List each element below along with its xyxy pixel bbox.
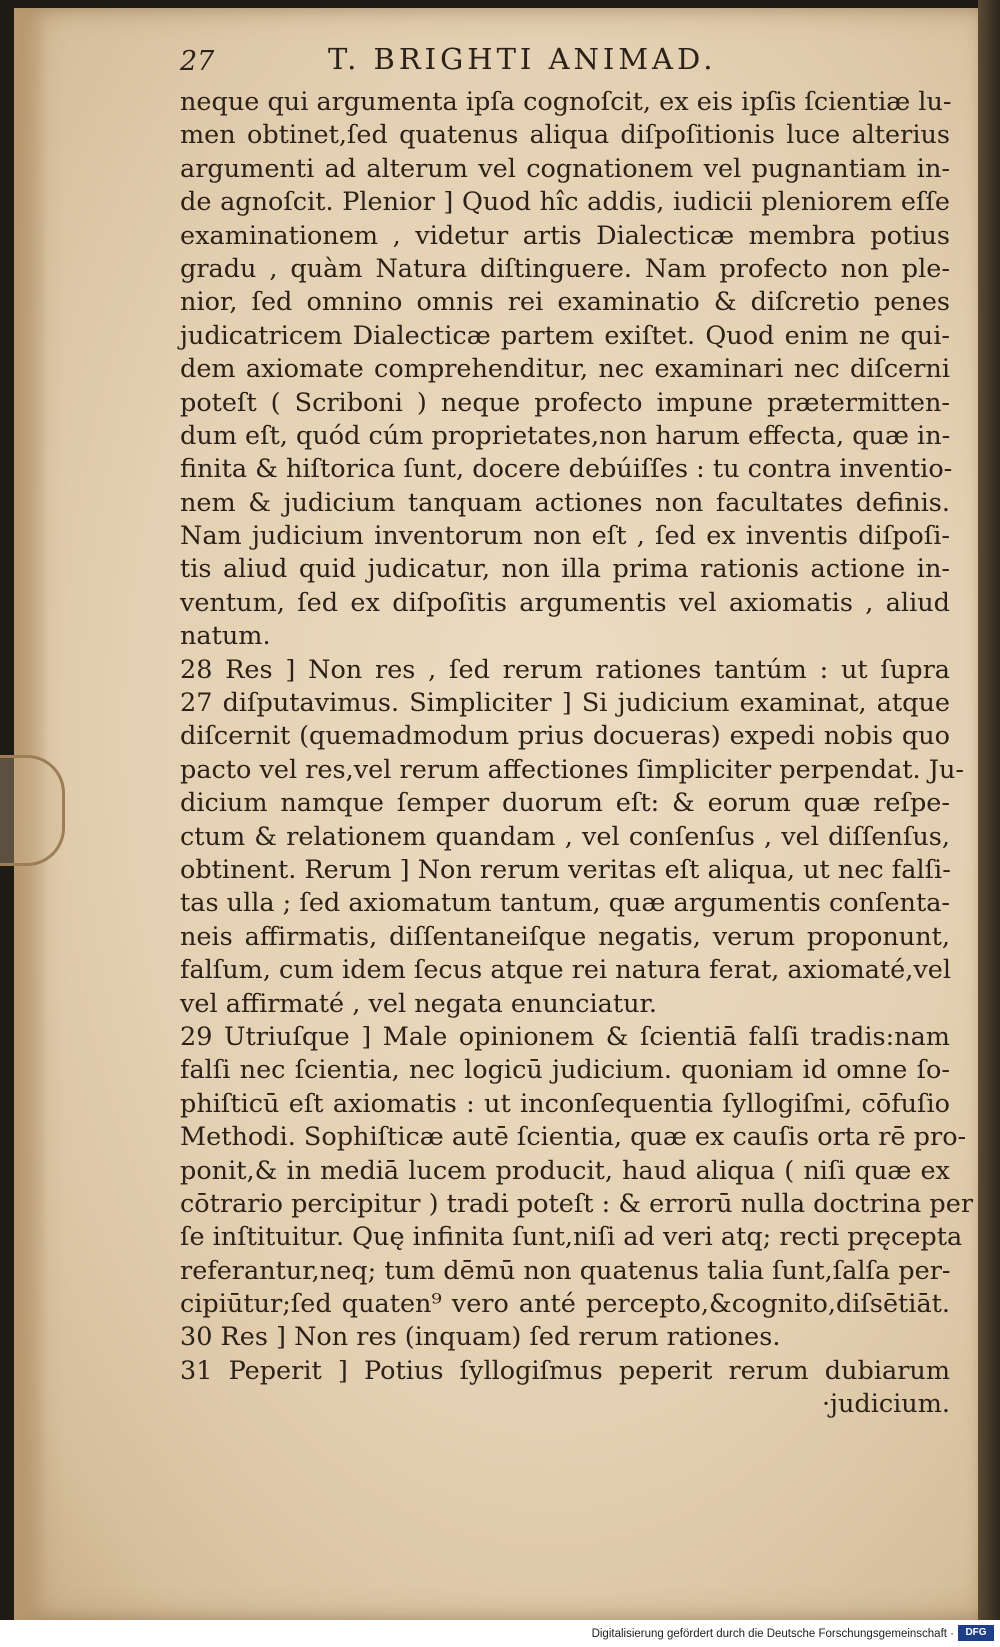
text-line: nem & judicium tanquam actiones non facultates definis. <box>180 487 950 518</box>
text-line: pacto vel res,vel rerum affectiones ſimpliciter perpendat. Ju- <box>180 754 965 785</box>
text-line: argumenti ad alterum vel cognationem vel pugnantiam in- <box>180 153 950 184</box>
page-number: 27 <box>180 46 215 77</box>
text-line: dicium namque ſemper duorum eſt: & eorum quæ reſpe- <box>180 788 950 819</box>
text-line: nior, ſed omnino omnis rei examinatio & diſcretio penes <box>180 287 950 318</box>
text-line: men obtinet,ſed quatenus aliqua diſpoſitionis luce alterius <box>180 120 950 151</box>
text-line: neis affirmatis, diſſentaneiſque negatis, verum proponunt, <box>180 921 950 952</box>
text-line: cipiūtur;ſed quaten⁹ vero anté percepto,&cognito,diſsētiāt. <box>180 1289 950 1320</box>
text-line: Nam judicium inventorum non eſt , ſed ex inventis diſpoſi- <box>180 521 950 552</box>
text-line: poteſt ( Scriboni ) neque profecto impune prætermitten- <box>180 387 950 418</box>
digitization-footer <box>0 1620 1000 1647</box>
text-line: 28 Res ] Non res , ſed rerum rationes tantúm : ut ſupra <box>180 654 950 685</box>
dfg-logo: DFG <box>958 1625 994 1641</box>
text-line: cōtrario percipitur ) tradi poteſt : & errorū nulla doctrina per <box>180 1188 974 1219</box>
text-line: finita & hiſtorica ſunt, docere debúiſſes : tu contra inventio- <box>180 454 953 485</box>
text-line: 31 Peperit ] Potius ſyllogiſmus peperit rerum dubiarum <box>180 1355 950 1386</box>
text-line: diſcernit (quemadmodum prius docueras) expedi nobis quo <box>180 721 950 752</box>
text-line: natum. <box>180 621 271 652</box>
text-block <box>180 42 974 1422</box>
text-line: dem axiomate comprehenditur, nec examinari nec diſcerni <box>180 354 950 385</box>
text-line: ponit,& in mediā lucem producit, haud aliqua ( niſi quæ ex <box>180 1155 950 1186</box>
text-line: tas ulla ; ſed axiomatum tantum, quæ argumentis conſenta- <box>180 888 951 919</box>
book-edge <box>978 0 1000 1640</box>
clasp-mark <box>0 755 65 866</box>
text-line: 30 Res ] Non res (inquam) ſed rerum rationes. <box>180 1322 781 1353</box>
text-line: examinationem , videtur artis Dialecticæ membra potius <box>180 220 950 251</box>
funding-credit: Digitalisierung gefördert durch die Deutsche Forschungsgemeinschaft · <box>591 1628 954 1640</box>
text-line: gradu , quàm Natura diſtinguere. Nam profecto non ple- <box>180 253 950 284</box>
text-line: judicatricem Dialecticæ partem exiſtet. Quod enim ne qui- <box>180 320 950 351</box>
text-line: falſi nec ſcientia, nec logicū judicium. quoniam id omne ſo- <box>180 1055 950 1086</box>
text-line: ſe inſtituitur. Quę infinita ſunt,niſi ad veri atq; recti pręcepta <box>180 1222 963 1253</box>
text-line: phiſticū eſt axiomatis : ut inconſequentia ſyllogiſmi, cōfuſio <box>180 1088 950 1119</box>
text-line: de agnoſcit. Plenior ] Quod hîc addis, iudicii pleniorem eſſe <box>180 187 950 218</box>
text-line: falſum, cum idem ſecus atque rei natura ferat, axiomaté,vel <box>180 955 952 986</box>
text-line: ctum & relationem quandam , vel conſenſus , vel diſſenſus, <box>180 821 950 852</box>
text-line: neque qui argumenta ipſa cognoſcit, ex eis ipſis ſcientiæ lu- <box>180 87 952 117</box>
text-line: dum eſt, quód cúm proprietates,non harum effecta, quæ in- <box>180 420 951 451</box>
text-line: ventum, ſed ex diſpoſitis argumentis vel axiomatis , aliud <box>180 587 950 618</box>
running-head: T. BRIGHTI ANIMAD. <box>328 42 717 76</box>
text-line: tis aliud quid judicatur, non illa prima rationis actione in- <box>180 554 950 585</box>
text-line: 29 Utriuſque ] Male opinionem & ſcientiā falſi tradis:nam <box>180 1021 950 1052</box>
text-line: 27 diſputavimus. Simpliciter ] Si judicium examinat, atque <box>180 688 950 719</box>
catchword-line: ·judicium. <box>821 1389 950 1420</box>
body-text <box>180 86 974 1422</box>
page-header <box>180 42 950 86</box>
text-line: referantur,neq; tum dēmū non quatenus talia ſunt,ſalſa per- <box>180 1255 951 1286</box>
text-line: Methodi. Sophiſticæ autē ſcientia, quæ ex cauſis orta rē pro- <box>180 1122 967 1153</box>
text-line: obtinent. Rerum ] Non rerum veritas eſt aliqua, ut nec falſi- <box>180 854 951 885</box>
text-line: vel affirmaté , vel negata enunciatur. <box>180 988 657 1019</box>
